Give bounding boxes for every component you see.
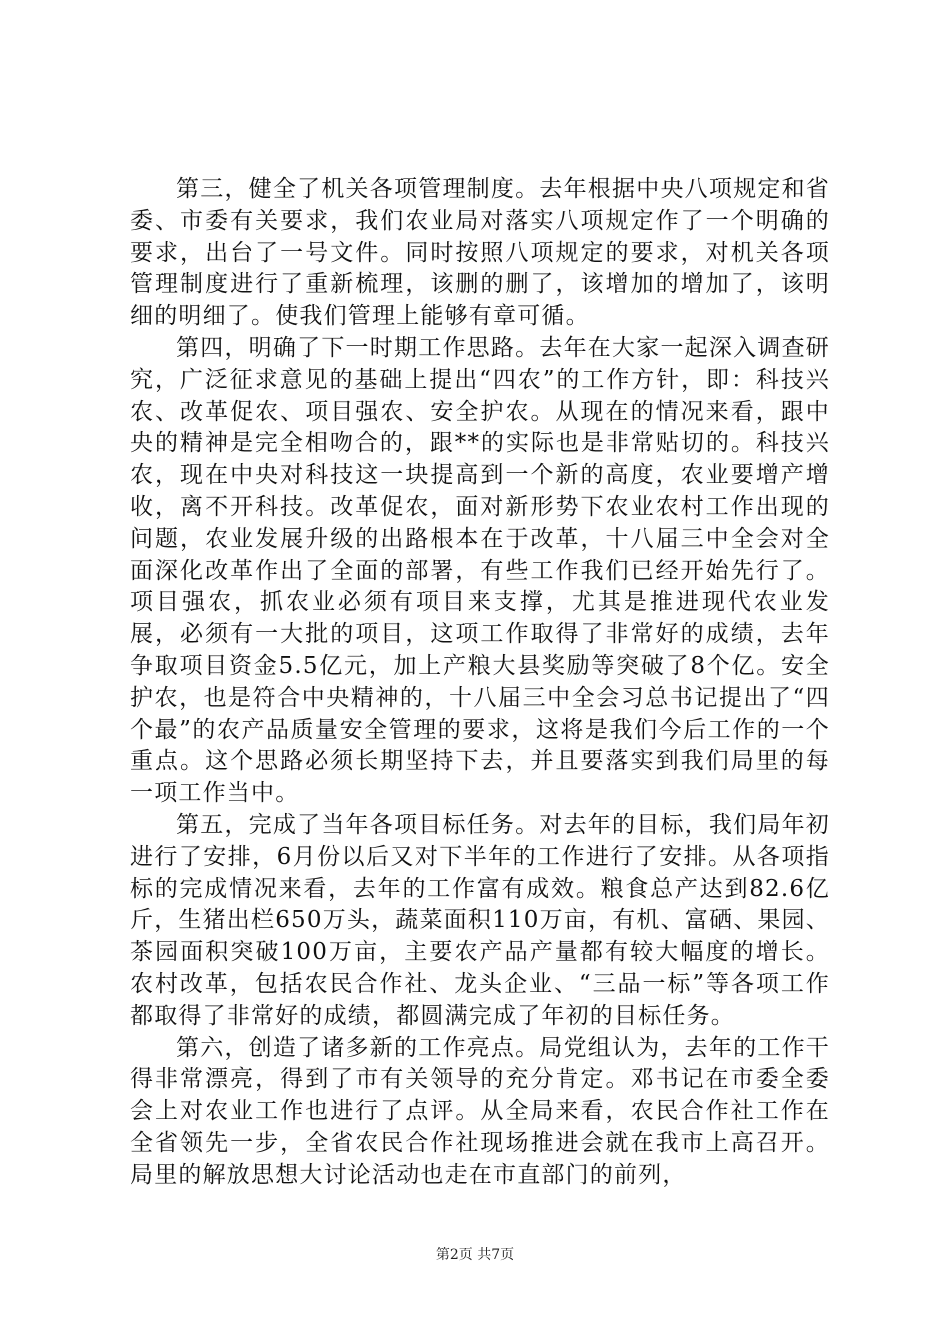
paragraph-work-highlights: 第六，创造了诸多新的工作亮点。局党组认为，去年的工作干得非常漂亮，得到了市有关领导的充分肯定。邓书记在市委全委会上对农业工作也进行了点评。从全局来看，农民合作社工作在全省领先一步，全省农民合作社现场推进会就在我市上高召开。局里的解放思想大讨论活动也走在市直部门的前列， <box>130 1034 830 1188</box>
paragraph-management-system: 第三，健全了机关各项管理制度。去年根据中央八项规定和省委、市委有关要求，我们农业局对落实八项规定作了一个明确的要求，出台了一号文件。同时按照八项规定的要求，对机关各项管理制度进行了重新梳理，该删的删了，该增加的增加了，该明细的明细了。使我们管理上能够有章可循。 <box>130 176 830 330</box>
paragraph-annual-targets: 第五，完成了当年各项目标任务。对去年的目标，我们局年初进行了安排，6月份以后又对下半年的工作进行了安排。从各项指标的完成情况来看，去年的工作富有成效。粮食总产达到82.6亿斤，生猪出栏650万头，蔬菜面积110万亩，有机、富硒、果园、茶园面积突破100万亩，主要农产品产量都有较大幅度的增长。农村改革，包括农民合作社、龙头企业、“三品一标”等各项工作都取得了非常好的成绩，都圆满完成了年初的目标任务。 <box>130 811 830 1029</box>
paragraph-work-approach: 第四，明确了下一时期工作思路。去年在大家一起深入调查研究，广泛征求意见的基础上提出“四农”的工作方针，即：科技兴农、改革促农、项目强农、安全护农。从现在的情况来看，跟中央的精神是完全相吻合的，跟**的实际也是非常贴切的。科技兴农，现在中央对科技这一块提高到一个新的高度，农业要增产增收，离不开科技。改革促农，面对新形势下农业农村工作出现的问题，农业发展升级的出路根本在于改革，十八届三中全会对全面深化改革作出了全面的部署，有些工作我们已经开始先行了。项目强农，抓农业必须有项目来支撑，尤其是推进现代农业发展，必须有一大批的项目，这项工作取得了非常好的成绩，去年争取项目资金5.5亿元，加上产粮大县奖励等突破了8个亿。安全护农，也是符合中央精神的，十八届三中全会习总书记提出了“四个最”的农产品质量安全管理的要求，这将是我们今后工作的一个重点。这个思路必须长期坚持下去，并且要落实到我们局里的每一项工作当中。 <box>130 334 830 807</box>
page-number-footer: 第2页 共7页 <box>435 1247 515 1263</box>
document-body <box>130 174 830 1192</box>
